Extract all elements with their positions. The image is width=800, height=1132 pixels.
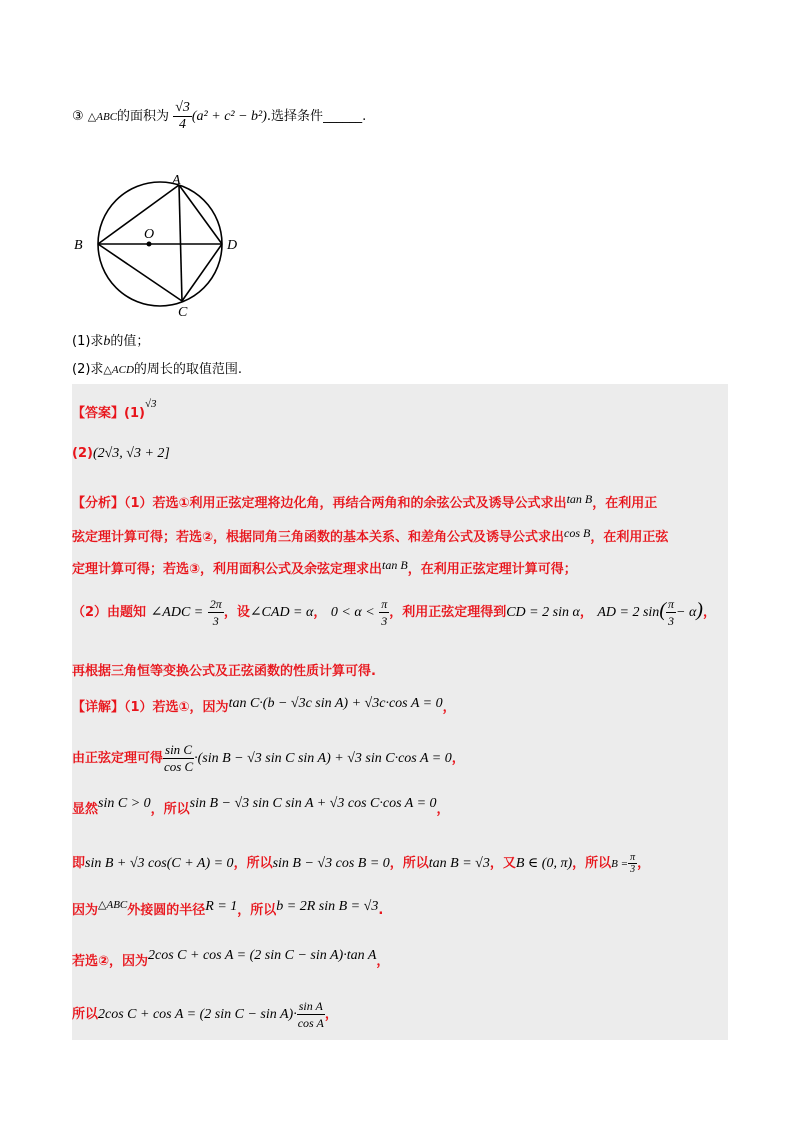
answer-label: 【答案】(1) bbox=[72, 406, 145, 421]
area-expression: (a² + c² − b²) bbox=[191, 109, 267, 124]
condition-3 bbox=[72, 100, 366, 133]
label-a: A bbox=[172, 173, 181, 188]
segment-ba bbox=[98, 185, 179, 244]
center-point bbox=[147, 242, 152, 247]
answer-1-value: √3 bbox=[144, 398, 157, 410]
label-d: D bbox=[227, 238, 238, 253]
answer-1 bbox=[72, 398, 156, 421]
analysis-line-1: 【分析】（1）若选①利用正弦定理将边化角，再结合两角和的余弦公式及诱导公式求出tan B，在利用正 bbox=[72, 492, 658, 511]
segment-ad bbox=[179, 185, 222, 244]
question-2: (2)求△ACD的周长的取值范围. bbox=[72, 362, 243, 377]
condition-text: 的面积为 bbox=[117, 109, 170, 124]
answer-blank: ______. bbox=[323, 109, 367, 124]
detail-line-6: 若选②，因为2cos C + cos A = (2 sin C − sin A)·tan A， bbox=[72, 948, 390, 969]
segment-dc bbox=[182, 244, 222, 301]
triangle-abc: △ABC bbox=[87, 111, 118, 123]
detail-line-5: 因为$^{\triangle ABC}$外接圆的半径R = 1，所以b = 2R sin B = √3. bbox=[72, 899, 384, 918]
detail-line-2: 由正弦定理可得 $\frac{\text{sin C}}{\text{cos C}}$ ·(sin B − √3 sin C sin A) + √3 sin C·cos A = 0， bbox=[72, 742, 465, 774]
fraction-sqrt3-over-4: $\frac{√3}{4}$ bbox=[175, 100, 190, 132]
analysis-line-5: 再根据三角恒等变换公式及正弦函数的性质计算可得. bbox=[72, 664, 376, 679]
label-b: B bbox=[74, 238, 83, 253]
analysis-line-2: 弦定理计算可得；若选②，根据同角三角函数的基本关系、和差角公式及诱导公式求出cos B，在利用正弦 bbox=[72, 526, 669, 545]
choose-condition-text: .选择条件 bbox=[266, 109, 324, 124]
analysis-line-4: （2）由题知 ∠ADC = $\frac{2\pi}{3}$ ，设∠CAD = α， 0 < α < $\frac{\pi}{3}$ ，利用正弦定理得到CD = 2 sin α， AD = 2 sin( $\frac{\pi}{3}$ − α)， bbox=[72, 597, 716, 628]
segment-ac bbox=[179, 185, 182, 301]
label-o: O bbox=[144, 227, 155, 242]
detail-line-4: 即sin B + √3 cos(C + A) = 0，所以sin B − √3 cos B = 0，所以tan B = √3，又B ∈ (0, π)，所以B = $\frac{\pi}{3}$ ， bbox=[72, 852, 651, 875]
question-1: (1)求b的值； bbox=[72, 334, 150, 349]
circle-diagram bbox=[72, 170, 242, 320]
segment-bc bbox=[98, 244, 182, 301]
detail-line-7: 所以2cos C + cos A = (2 sin C − sin A)· $\frac{\text{sin A}}{\text{cos A}}$ ， bbox=[72, 999, 338, 1030]
analysis-line-3: 定理计算可得；若选③，利用面积公式及余弦定理求出tan B，在利用正弦定理计算可得； bbox=[72, 558, 577, 577]
answer-2-value: (2√3, √3 + 2] bbox=[92, 446, 170, 461]
detail-line-3: 显然sin C > 0，所以sin B − √3 sin C sin A + √3 cos C·cos A = 0， bbox=[72, 796, 450, 817]
circled-3: ③ bbox=[72, 109, 88, 124]
answer-2: (2)(2√3, √3 + 2] bbox=[72, 446, 170, 461]
detail-line-1: 【详解】（1）若选①，因为tan C·(b − √3c sin A) + √3c·cos A = 0， bbox=[72, 696, 456, 715]
label-c: C bbox=[178, 305, 188, 320]
